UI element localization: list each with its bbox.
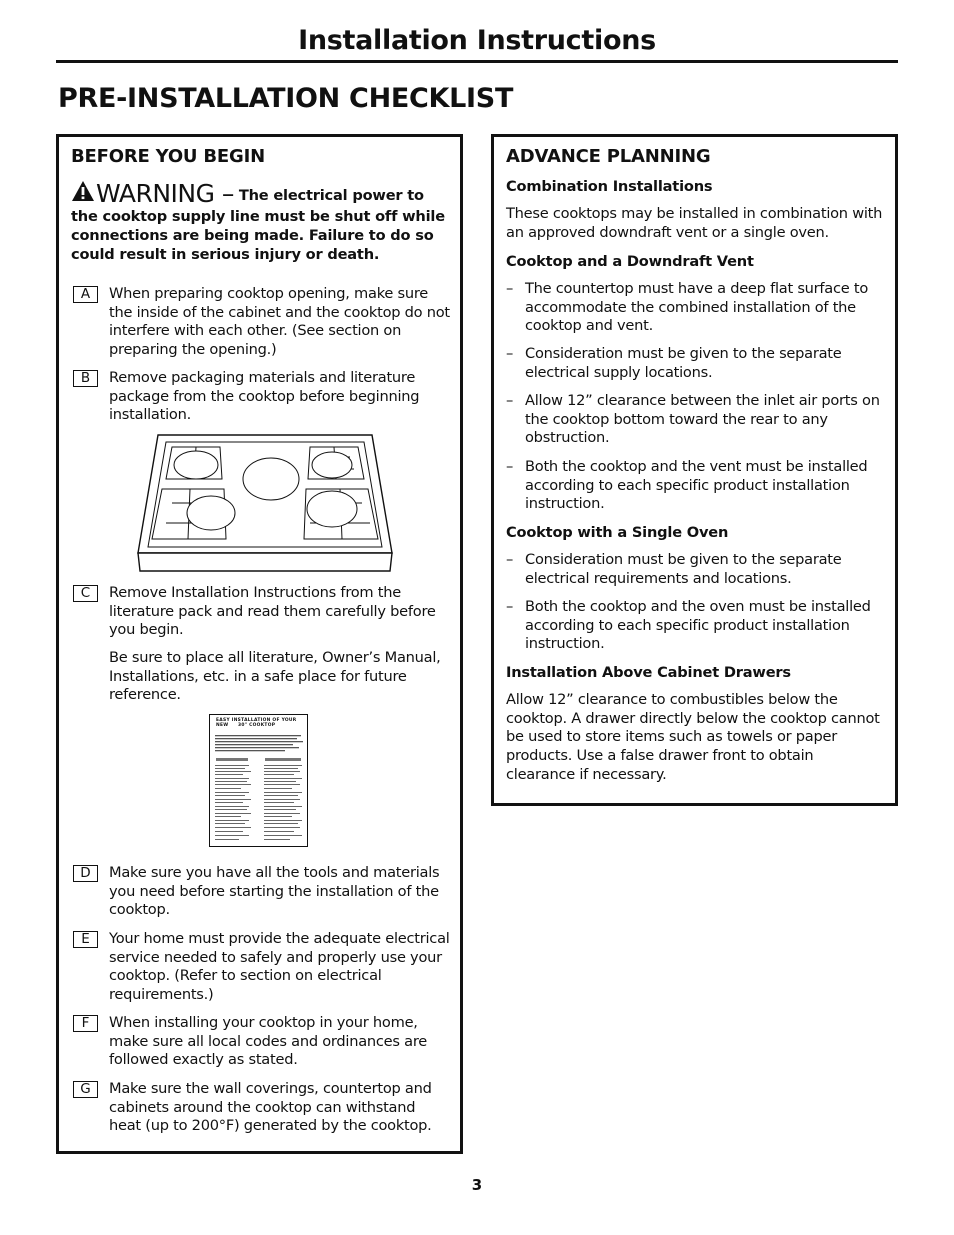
single-oven-bullet-2: – Both the cooktop and the oven must be installed according to each specific product installation instruction. <box>506 598 886 654</box>
page-number: 3 <box>471 1176 483 1194</box>
combination-installations-title: Combination Installations <box>506 178 713 195</box>
downdraft-bullet-4: – Both the cooktop and the vent must be installed according to each specific product installation instruction. <box>506 458 886 514</box>
item-text-c-extra: Be sure to place all literature, Owner’s Manual, Installations, etc. in a safe place for future reference. <box>109 649 441 704</box>
booklet-text-lines <box>210 715 309 848</box>
item-letter-e: E <box>73 931 98 948</box>
booklet-title-1: EASY INSTALLATION OF YOUR NEW <box>216 718 297 728</box>
item-letter-b: B <box>73 370 98 387</box>
combination-installations-text: These cooktops may be installed in combination with an approved downdraft vent or a single oven. <box>506 205 883 241</box>
warning-text-first: The electrical power to <box>238 187 424 204</box>
warning-triangle-icon <box>71 180 95 207</box>
literature-booklet-illustration <box>209 714 308 847</box>
item-text-a: When preparing cooktop opening, make sure the inside of the cabinet and the cooktop do not interfere with each other. (See section on preparing the opening.) <box>109 285 450 359</box>
warning-block <box>71 180 451 264</box>
page-title: PRE-INSTALLATION CHECKLIST <box>58 83 514 114</box>
downdraft-bullet-3: – Allow 12” clearance between the inlet air ports on the cooktop bottom toward the rear to any obstruction. <box>506 392 886 448</box>
cooktop-illustration <box>136 433 394 583</box>
cabinet-drawers-text: Allow 12” clearance to combustibles below the cooktop. A drawer directly below the cooktop cannot be used to store items such as towels or paper products. Use a false drawer front to obtain clearance if necessary. <box>506 691 880 783</box>
single-oven-title: Cooktop with a Single Oven <box>506 524 729 541</box>
item-letter-f: F <box>73 1015 98 1032</box>
header-rule <box>56 60 898 63</box>
downdraft-bullet-3-text: Allow 12” clearance between the inlet air ports on the cooktop bottom toward the rear to any obstruction. <box>525 392 880 447</box>
item-text-e: Your home must provide the adequate electrical service needed to safely and properly use your cooktop. (Refer to section on electrical requirements.) <box>109 930 450 1004</box>
item-text-d: Make sure you have all the tools and materials you need before starting the installation of the cooktop. <box>109 864 440 919</box>
downdraft-bullet-2: – Consideration must be given to the separate electrical supply locations. <box>506 345 886 382</box>
item-letter-a: A <box>73 286 98 303</box>
item-letter-d: D <box>73 865 98 882</box>
item-letter-g: G <box>73 1081 98 1098</box>
single-oven-bullet-2-text: Both the cooktop and the oven must be installed according to each specific product installation instruction. <box>525 598 871 653</box>
item-text-c: Remove Installation Instructions from the literature pack and read them carefully before you begin. <box>109 584 436 639</box>
cabinet-drawers-title: Installation Above Cabinet Drawers <box>506 664 791 681</box>
before-you-begin-heading: BEFORE YOU BEGIN <box>71 146 265 167</box>
advance-planning-heading: ADVANCE PLANNING <box>506 146 711 167</box>
warning-text-rest: the cooktop supply line must be shut off while connections are being made. Failure to do so could result in serious injury or death. <box>71 208 445 263</box>
page-header-title: Installation Instructions <box>298 25 656 56</box>
downdraft-vent-title: Cooktop and a Downdraft Vent <box>506 253 754 270</box>
warning-word: WARNING – <box>96 179 234 208</box>
downdraft-bullet-4-text: Both the cooktop and the vent must be installed according to each specific product installation instruction. <box>525 458 868 513</box>
booklet-title-2: 30" COOKTOP <box>238 723 276 728</box>
item-letter-c: C <box>73 585 98 602</box>
downdraft-bullet-2-text: Consideration must be given to the separate electrical supply locations. <box>525 345 842 381</box>
downdraft-bullet-1: – The countertop must have a deep flat surface to accommodate the combined installation of the cooktop and vent. <box>506 280 886 336</box>
item-text-g: Make sure the wall coverings, countertop and cabinets around the cooktop can withstand heat (up to 200°F) generated by the cooktop. <box>109 1080 432 1135</box>
single-oven-bullet-1: – Consideration must be given to the separate electrical requirements and locations. <box>506 551 886 588</box>
single-oven-bullet-1-text: Consideration must be given to the separate electrical requirements and locations. <box>525 551 842 587</box>
item-text-f: When installing your cooktop in your home, make sure all local codes and ordinances are followed exactly as stated. <box>109 1014 428 1069</box>
item-text-b: Remove packaging materials and literature package from the cooktop before beginning installation. <box>109 369 420 424</box>
downdraft-bullet-1-text: The countertop must have a deep flat surface to accommodate the combined installation of the cooktop and vent. <box>525 280 869 335</box>
